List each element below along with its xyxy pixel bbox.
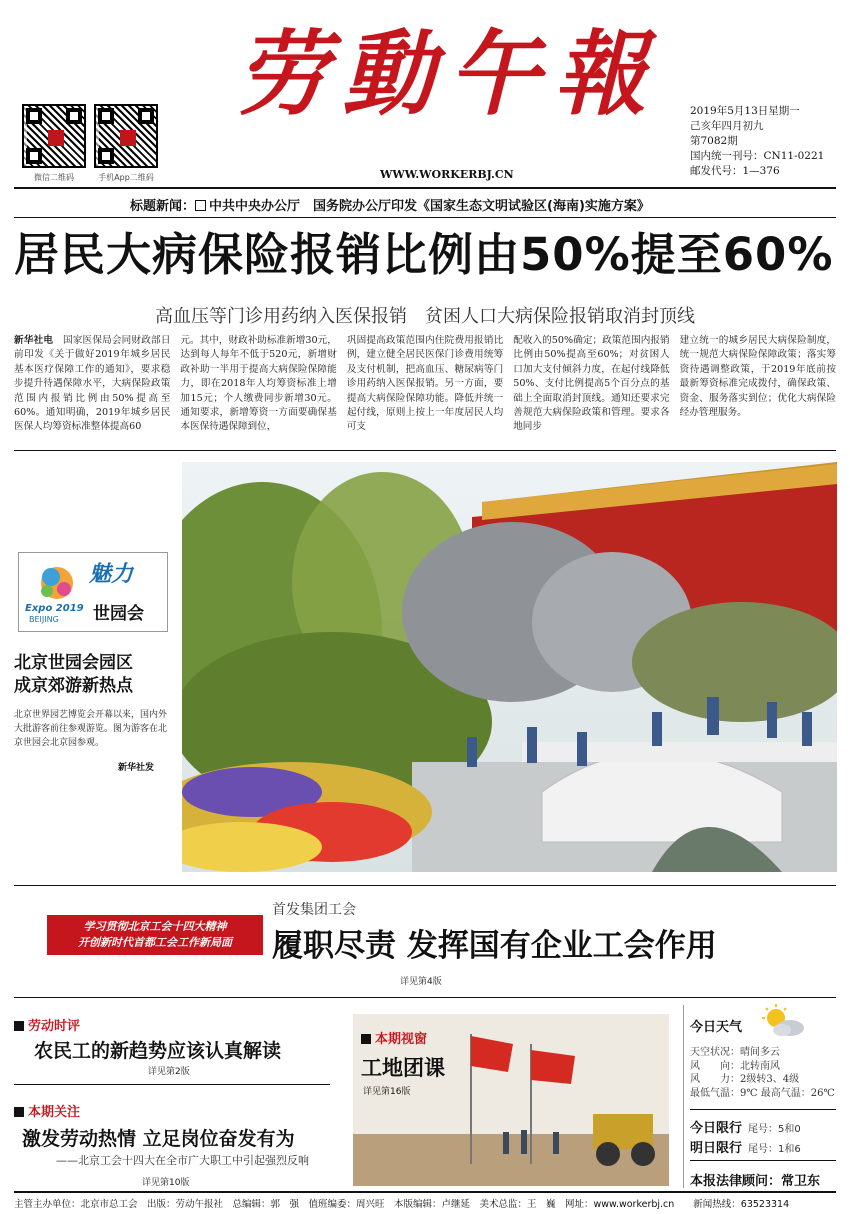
issue-lunar-date: 己亥年四月初九 [690,120,764,132]
focus-subhead: ——北京工会十四大在全市广大职工中引起强烈反响 [56,1154,309,1167]
feature-title-line-2: 成京郊游新热点 [14,676,133,696]
feature-title-line-1: 北京世园会园区 [14,653,133,673]
expo-garden-photo[interactable] [182,462,837,872]
weather-wind-direction: 风 向：北转南风 [690,1060,780,1072]
lead-rule [14,450,836,451]
masthead-rule [14,187,836,189]
headline-news-bar[interactable] [130,195,650,214]
weather-sky: 天空状况：晴间多云 [690,1047,780,1058]
wechat-qr-label: 微信二维码 [34,173,74,182]
lead-headline[interactable]: 居民大病保险报销比例由50%提至60% [14,228,834,281]
lead-column-2: 元。其中，财政补助标准新增30元，达到每人每年不低于520元，新增财政补助一半用于提高大病保险保障能力，即在2018年人均筹资标准上增加15元；个人缴费同步新增30元。通知要求，新增筹资一方面要确保基本医保待遇保障到位， [180,335,337,433]
column-separator [683,1005,684,1188]
lead-source: 新华社电 [14,335,54,346]
lead-body [14,334,836,442]
feature-caption: 北京世界园艺博览会开幕以来，国内外大批游客前往参观游览。图为游客在北京世园会北京园参观。 [14,710,168,748]
weather-details [690,1046,835,1100]
commentary-section-label: 劳动时评 [14,1015,80,1034]
expo-logo-word: 魅力 [89,562,134,587]
weather-title: 今日天气 [690,1020,743,1035]
wechat-qr-code[interactable] [22,104,86,168]
limits-rule [690,1160,836,1161]
lead-column-4: 配收入的50%确定；政策范围内报销比例由50%提高至60%；对贫困人口加大支付倾斜力度，在起付线降低50%、支付比例提高5个百分点的基础上全面取消封顶线。通知还要求完善规范大病保险政策和管理。要求各地同步 [513,335,670,433]
expo-garden-illustration [182,462,837,872]
issue-cn-number: 国内统一刊号：CN11-0221 [690,150,825,162]
expo-logo-city: BEIJING [29,615,59,624]
nav-rule [14,217,836,218]
union-banner [47,915,263,955]
window-see-page[interactable]: 详见第16版 [363,1087,411,1097]
legal-advisor: 本报法律顾问：常卫东 [690,1174,821,1189]
focus-see-page[interactable]: 详见第10版 [142,1178,190,1188]
bottom-section-rule [14,997,836,998]
window-headline[interactable]: 工地团课 [361,1056,445,1080]
expo-logo-label: 世园会 [93,604,144,624]
section-square-icon [361,1034,371,1044]
issue-date: 2019年5月13日星期一 [690,105,800,117]
commentary-rule [14,1084,330,1085]
expo-2019-logo [18,552,168,632]
footer-rule [14,1191,836,1193]
construction-site-photo[interactable] [353,1014,669,1186]
tomorrow-traffic-limit: 明日限行 尾号：1和6 [690,1141,801,1156]
union-see-page[interactable]: 详见第4版 [400,977,442,987]
weather-wind-force: 风 力：2级转3、4级 [690,1074,800,1086]
partly-cloudy-icon [758,1004,808,1038]
weather-temperature: 最低气温：9℃ 最高气温：26℃ [690,1087,835,1099]
union-kicker: 首发集团工会 [272,902,356,918]
masthead-logo: 劳動午報 [236,20,661,128]
section-square-icon [14,1021,24,1031]
lead-column-3: 巩固提高政策范围内住院费用报销比例，建立健全居民医保门诊费用统筹及支付机制，把高血压、糖尿病等门诊用药纳入医保报销。另一方面，要提高大病保险保障功能。降低并统一起付线，原则上按上一年度居民人均可支 [346,335,504,433]
headline-news-label: 标题新闻： [130,199,196,214]
feature-title[interactable] [14,652,133,698]
lead-subhead: 高血压等门诊用药纳入医保报销 贫困人口大病保险报销取消封顶线 [155,306,695,327]
union-headline[interactable]: 履职尽责 发挥国有企业工会作用 [272,928,717,964]
section-square-icon [14,1107,24,1117]
window-section-label: 本期视窗 [361,1028,427,1047]
photo-rule [14,885,836,886]
focus-headline[interactable]: 激发劳动热情 立足岗位奋发有为 [22,1128,295,1150]
headline-news-item[interactable]: 中共中央办公厅 国务院办公厅印发《国家生态文明试验区(海南)实施方案》 [209,199,650,214]
masthead-url[interactable]: WWW.WORKERBJ.CN [380,168,514,181]
commentary-see-page[interactable]: 详见第2版 [148,1067,190,1077]
union-banner-line-1: 学习贯彻北京工会十四大精神 [83,920,227,933]
checkbox-icon [195,200,206,211]
focus-section-label: 本期关注 [14,1101,80,1120]
lead-column-5: 建立统一的城乡居民大病保险制度，统一规范大病保险保障政策；落实筹资待遇调整政策，于2019年底前按最新筹资标准完成拨付，确保政策、资金、服务落实到位；优化大病保险经办管理服务。 [679,335,837,419]
commentary-headline[interactable]: 农民工的新趋势应该认真解读 [34,1040,282,1062]
weather-rule [690,1109,836,1110]
expo-logo-year: Expo 2019 [25,603,84,614]
issue-info [690,104,824,179]
issue-number: 第7082期 [690,135,738,147]
today-traffic-limit: 今日限行 尾号：5和0 [690,1121,801,1136]
union-banner-line-2: 开创新时代首都工会工作新局面 [78,936,232,949]
app-qr-label: 手机App二维码 [98,173,154,182]
feature-credit: 新华社发 [118,763,155,773]
app-qr-code[interactable] [94,104,158,168]
lead-column-1: 新华社电 国家医保局会同财政部日前印发《关于做好2019年城乡居民基本医疗保障工作的通知》，要求稳步提升待遇保障水平，大病保险政策范围内报销比例由50%提高至60%。通知明确，2019年城乡居民医保人均筹资标准整体提高60 [14,335,171,433]
footer-credits: 主管主办单位：北京市总工会 出版：劳动午报社 总编辑：郭 强 值班编委：周兴旺 本版编辑：卢继延 美术总监：王 巍 网址：www.workerbj.cn 新闻热线：63523314 [14,1199,790,1210]
issue-postal-code: 邮发代号：1—376 [690,165,780,177]
